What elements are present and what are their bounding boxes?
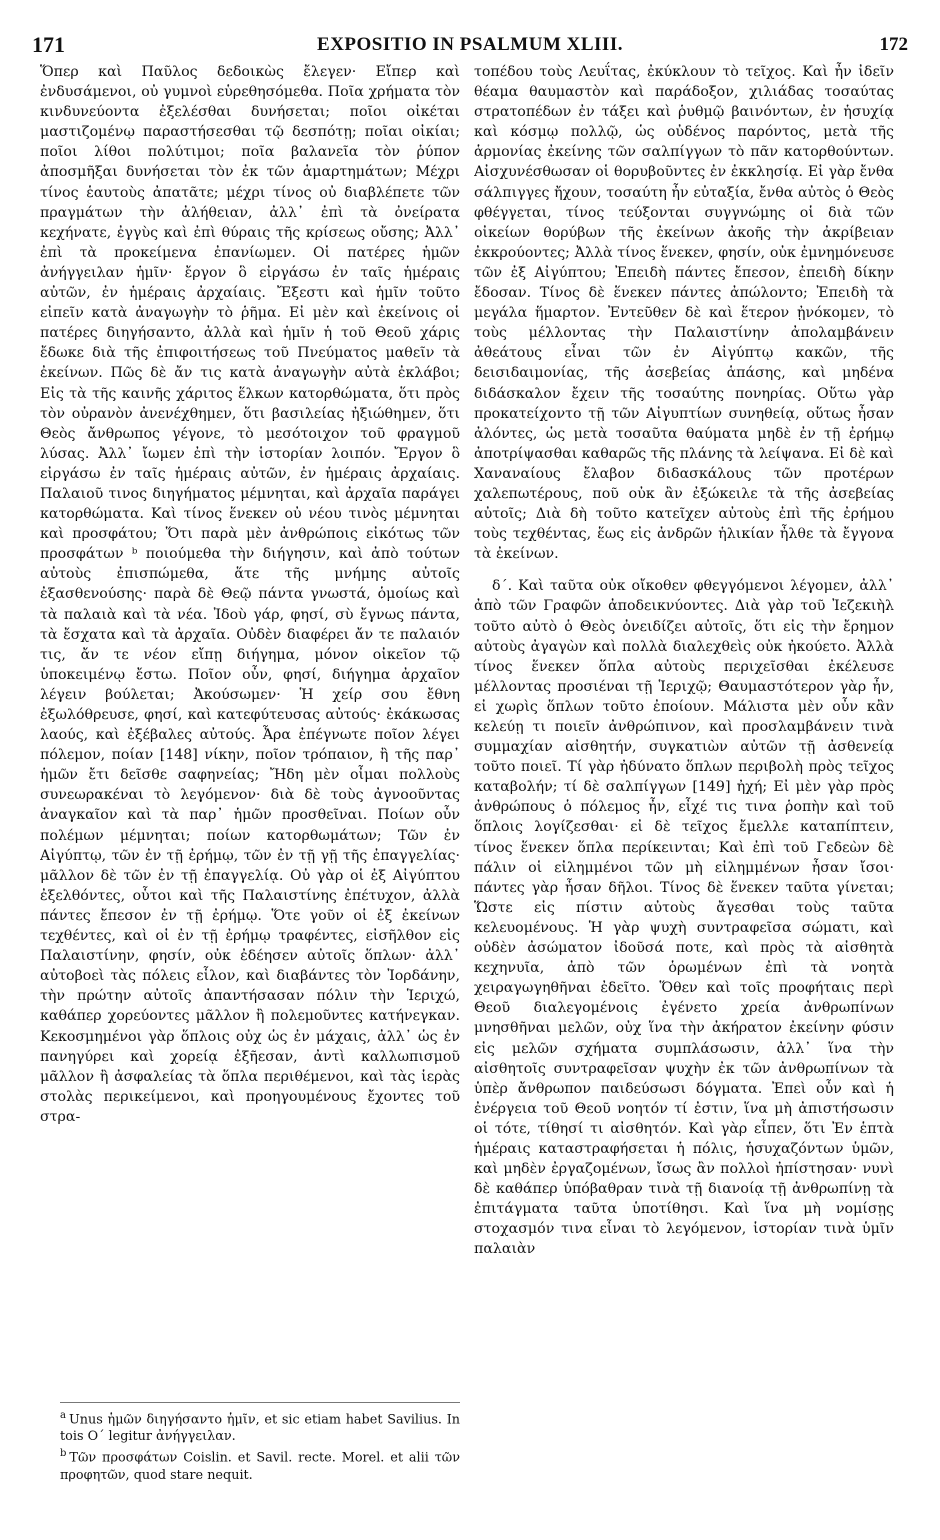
right-paragraph-1: τοπέδου τοὺς Λευΐτας, ἐκύκλουν τὸ τεῖχος. Καὶ ἦν ἰδεῖν θέαμα θαυμαστὸν καὶ παράδοξον, χιλιάδας τοσαύτας στρατοπέδων ἐν τάξει καὶ ῥυθμῷ βαινόντων, ἐν ἡσυχίᾳ καὶ κόσμῳ πολλῷ, ὡς οὐδένος παρόντος, μετὰ τῆς ἁρμονίας ἐκείνης τῶν σαλπίγγων τὸ πᾶν κατορθούντων. Αἰσχυνέσθωσαν οἱ θορυβοῦντες ἐν ἐκκλησίᾳ. Εἰ γὰρ ἔνθα σάλπιγγες ἤχουν, τοσαύτη ἦν εὐταξία, ἔνθα αὐτὸς ὁ Θεὸς φθέγγεται, τίνος τεύξονται συγγνώμης οἱ διὰ τῶν οἰκείων θορύβων τῆς ἐκείνων ἀκοῆς τὴν ἀκρίβειαν ἐκκρούοντες; Ἀλλὰ τίνος ἕνεκεν, φησίν, οὐκ ἐμνημόνευσε τῶν ἐξ Αἰγύπτου; Ἐπειδὴ πάντες ἔπεσον, ἐπειδὴ δίκην ἔδοσαν. Τίνος δὲ ἕνεκεν πάντες ἀπώλοντο; Ἐπειδὴ τὰ μεγάλα ἥμαρτον. Ἐντεῦθεν δὲ καὶ ἕτερον ᾐνόκομεν, τὸ τοὺς μέλλοντας τὴν Παλαιστίνην ἀπολαμβάνειν ἀθεάτους εἶναι τῶν ἐν Αἰγύπτῳ κακῶν, τῆς δεισιδαιμονίας, τῆς ἀσεβείας ἁπάσης, καὶ μηδένα διδάσκαλον ἔχειν τῆς τοσαύτης πονηρίας. Οὕτω γὰρ προκατείχοντο τῇ τῶν Αἰγυπτίων συνηθείᾳ, οὕτως ἦσαν ἀλόντες, ὡς μετὰ τοσαῦτα θαύματα μηδὲ ἐν τῇ ἐρήμῳ ἀποτρίψασθαι καθαρῶς τῆς πλάνης τὰ λείψανα. Εἰ δὲ καὶ Χαναναίους ἔλαβον διδασκάλους τῶν προτέρων χαλεπωτέρους, ποῦ οὐκ ἂν ἐξώκειλε τὰ τῆς ἀσεβείας αὐτοῖς; Διὰ δὴ τοῦτο κατεῖχεν αὐτοὺς ἐπὶ τῆς ἐρήμου τοὺς τεχθέντας, ἕως εἰς ἀνδρῶν ἡλικίαν ἦλθε τὰ ἔγγονα τὰ ἐκείνων. [474, 64, 894, 563]
page-header [32, 32, 908, 58]
left-column [40, 62, 460, 1392]
page-number-right: 172 [879, 34, 908, 55]
footnote-b [60, 1445, 460, 1483]
right-column [474, 62, 894, 1522]
footnote-mark-a: a [60, 1410, 66, 1421]
page-number-left: 171 [32, 32, 65, 57]
footnote-a-text: Unus ἡμῶν διηγήσαντο ἡμῖν, et sic etiam habet Savilius. In tois Ο΄ legitur ἀνήγγειλαν. [60, 1412, 460, 1445]
left-column-text: Ὅπερ καὶ Παῦλος δεδοικὼς ἔλεγεν· Εἴπερ καὶ ἐνδυσάμενοι, οὐ γυμνοὶ εὑρεθησόμεθα. Ποῖα χρήματα τὸν κινδυνεύοντα ἐξελέσθαι δυνήσεται; ποῖοι οἰκέται μαστιζομένῳ παραστήσεσθαι τῷ δεσπότῃ; ποῖαι οἰκίαι; ποῖοι λίθοι πολύτιμοι; ποῖα βαλανεῖα τὸν ῥύπον ἀποσμῆξαι δυνήσεται τὸν ἐκ τῶν ἁμαρτημάτων; Μέχρι τίνος ἑαυτοὺς ἀπατᾶτε; μέχρι τίνος οὐ διαβλέπετε τῶν πραγμάτων τὴν ἀλήθειαν, ἀλλ᾽ ἐπὶ τὰ ὀνείρατα κεχήνατε, ἐγγὺς καὶ ἐπὶ θύραις τῆς κρίσεως οὔσης; Ἀλλ᾽ ἐπὶ τὰ προκείμενα ἐπανίωμεν. Οἱ πατέρες ἡμῶν ἀνήγγειλαν ἡμῖν· ἔργον ὃ εἰργάσω ἐν ταῖς ἡμέραις αὐτῶν, ἐν ἡμέραις ἀρχαίαις. Ἔξεστι καὶ ἡμῖν τοῦτο εἰπεῖν κατὰ ἀναγωγὴν τὸ ῥῆμα. Εἰ μὲν καὶ ἐκείνοις οἱ πατέρες διηγήσαντο, ἀλλὰ καὶ ἡμῖν ἡ τοῦ Θεοῦ χάρις ἔδωκε διὰ τῆς ἐπιφοιτήσεως τοῦ Πνεύματος μαθεῖν τὰ ἐκείνων. Πῶς δὲ ἄν τις κατὰ ἀναγωγὴν αὐτὰ ἐκλάβοι; Εἰς τὰ τῆς καινῆς χάριτος ἕλκων κατορθώματα, ὅτι πρὸς τὸν οὐρανὸν ἀνενέχθημεν, ὅτι βασιλείας ἠξιώθημεν, ὅτι Θεὸς ἄνθρωπος γέγονε, τὸ μεσότοιχον τοῦ φραγμοῦ λύσας. Ἀλλ᾽ ἴωμεν ἐπὶ τὴν ἱστορίαν λοιπόν. Ἔργον ὃ εἰργάσω ἐν ταῖς ἡμέραις αὐτῶν, ἐν ἡμέραις ἀρχαίαις. Παλαιοῦ τινος διηγήματος μέμνηται, καὶ ἀρχαῖα παράγει κατορθώματα. Καὶ τίνος ἕνεκεν οὐ νέου τινὸς μέμνηται καὶ προσφάτου; Ὅτι παρὰ μὲν ἀνθρώποις εἰκότως τῶν προσφάτων ᵇ ποιούμεθα τὴν διήγησιν, καὶ ἀπὸ τούτων αὐτοὺς ἐπισπώμεθα, ἅτε τῆς μνήμης αὐτοῖς ἐξασθενούσης· παρὰ δὲ Θεῷ πάντα γνωστά, ὁμοίως καὶ τὰ παλαιὰ καὶ τὰ νέα. Ἰδοὺ γάρ, φησί, σὺ ἔγνως πάντα, τὰ ἔσχατα καὶ τὰ ἀρχαῖα. Οὐδὲν διαφέρει ἄν τε παλαιόν τις, ἄν τε νέον εἴπῃ διήγημα, μόνον οἰκεῖον τῷ ὑποκειμένῳ ἔστω. Ποῖον οὖν, φησί, διήγημα ἀρχαῖον λέγειν βούλεται; Ἀκούσωμεν· Ἡ χείρ σου ἔθνη ἐξωλόθρευσε, φησί, καὶ κατεφύτευσας αὐτούς· ἐκάκωσας λαούς, καὶ ἐξέβαλες αὐτούς. Ἆρα ἐπέγνωτε ποῖον λέγει πόλεμον, ποίαν [148] νίκην, ποῖον τρόπαιον, ἢ τῆς παρ᾽ ἡμῶν ἔτι δεῖσθε σαφηνείας; Ἤδη μὲν οἶμαι πολλοὺς συνεωρακέναι τὸ λεγόμενον· διὰ δὲ τοὺς ἀγνοοῦντας ἀναγκαῖον καὶ τὰ παρ᾽ ἡμῶν προσθεῖναι. Ποίων οὖν πολέμων μέμνηται; ποίων κατορθωμάτων; Τῶν ἐν Αἰγύπτῳ, τῶν ἐν τῇ ἐρήμῳ, τῶν ἐν τῇ γῇ τῆς ἐπαγγελίας· μᾶλλον δὲ τῶν ἐν τῇ ἐπαγγελίᾳ. Οὐ γὰρ οἱ ἐξ Αἰγύπτου ἐξελθόντες, οὗτοι καὶ τῆς Παλαιστίνης ἐπέτυχον, ἀλλὰ πάντες ἔπεσον ἐν τῇ ἐρήμῳ. Ὅτε γοῦν οἱ ἐξ ἐκείνων τεχθέντες, καὶ οἱ ἐν τῇ ἐρήμῳ τραφέντες, εἰσῆλθον εἰς Παλαιστίνην, φησίν, οὐκ ἐδέησεν αὐτοῖς ὅπλων· ἀλλ᾽ αὐτοβοεὶ τὰς πόλεις εἷλον, καὶ διαβάντες τὸν Ἰορδάνην, τὴν πρώτην αὐτοῖς ἀπαντήσασαν πόλιν τὴν Ἱεριχώ, καθάπερ χορεύοντες μᾶλλον ἢ πολεμοῦντες κατήνεγκαν. Κεκοσμημένοι γὰρ ὅπλοις οὐχ ὡς ἐν μάχαις, ἀλλ᾽ ὡς ἐν πανηγύρει καὶ χορείᾳ ἐξῆεσαν, ἀντὶ καλλωπισμοῦ μᾶλλον ἢ ἀσφαλείας τὰ ὅπλα περιθέμενοι, καὶ τὰς ἱερὰς στολὰς περικείμενοι, καὶ προηγουμένους ἔχοντες τοῦ στρα- [40, 64, 460, 1125]
footnote-b-text: Τῶν προσφάτων Coislin. et Savil. recte. Morel. et alii τῶν προφητῶν, quod stare nequit. [60, 1450, 460, 1483]
footnote-mark-b: b [60, 1448, 67, 1460]
footnotes [60, 1402, 460, 1484]
footnote-a [60, 1407, 460, 1445]
running-title: EXPOSITIO IN PSALMUM XLIII. [317, 34, 623, 55]
right-paragraph-2: δ΄. Καὶ ταῦτα οὐκ οἴκοθεν φθεγγόμενοι λέγομεν, ἀλλ᾽ ἀπὸ τῶν Γραφῶν ἀποδεικνύοντες. Διὰ γὰρ τοῦ Ἰεζεκιὴλ τοῦτο αὐτὸ ὁ Θεὸς ὀνειδίζει αὐτοῖς, ὅτι εἰς τὴν ἔρημον αὐτοὺς ἀγαγὼν καὶ πολλὰ διαλεχθεὶς οὐκ ἠκούετο. Ἀλλὰ τίνος ἕνεκεν ὅπλα αὐτοὺς περιχεῖσθαι ἐκέλευσε μέλλοντας προσιέναι τῇ Ἱεριχῷ; Θαυμαστότερον γὰρ ἦν, εἰ χωρὶς ὅπλων τοῦτο ἐποίουν. Μάλιστα μὲν οὖν κἂν κελεύῃ τι ποιεῖν ἀνθρώπινον, καὶ προσλαμβάνειν τινὰ συμμαχίαν αἰσθητήν, συγκατιὼν αὐτῶν τῇ ἀσθενείᾳ τοῦτο ποιεῖ. Τί γὰρ ἠδύνατο ὅπλων περιβολὴ πρὸς τεῖχος καταβολήν; τί δὲ σαλπίγγων [149] ἠχή; Εἰ μὲν γὰρ πρὸς ἀνθρώπους ὁ πόλεμος ἦν, εἶχέ τις τινα ῥοπὴν καὶ τοῦ ὅπλοις λογίζεσθαι· εἰ δὲ τεῖχος ἔμελλε καταπίπτειν, τίνος ἕνεκεν ὅπλα περίκεινται; Καὶ ἐπὶ τοῦ Γεδεὼν δὲ πάλιν οἱ εἰλημμένοι τῶν μὴ εἰλημμένων ἦσαν ἴσοι· πάντες γὰρ ἦσαν δῆλοι. Τίνος δὲ ἕνεκεν ταῦτα γίνεται; Ὥστε εἰς πίστιν αὐτοὺς ἄγεσθαι τοὺς ταῦτα κελευομένους. Ἡ γὰρ ψυχὴ συντραφεῖσα σώματι, καὶ οὐδὲν ἀσώματον ἰδοῦσά ποτε, καὶ πρὸς τὰ αἰσθητὰ κεχηνυῖα, ἀπὸ τῶν ὁρωμένων ἐπὶ τὰ νοητὰ χειραγωγηθῆναι ἐδεῖτο. Ὅθεν καὶ τοῖς προφήταις περὶ Θεοῦ διαλεγομένοις ἐγένετο χρεία ἀνθρωπίνων μνησθῆναι μελῶν, οὐχ ἵνα τὴν ἀκήρατον ἐκείνην φύσιν εἰς μελῶν σχήματα συμπλάσωσιν, ἀλλ᾽ ἵνα τὴν αἰσθητοῖς συντραφεῖσαν ψυχὴν ἐκ τῶν ἀνθρωπίνων τὰ ὑπὲρ ἄνθρωπον παιδεύσωσι δόγματα. Ἐπεὶ οὖν καὶ ἡ ἐνέργεια τοῦ Θεοῦ νοητόν τί ἐστιν, ἵνα μὴ ἀπιστήσωσιν οἱ τότε, τίθησί τι αἰσθητόν. Καὶ γὰρ εἶπεν, ὅτι Ἐν ἑπτὰ ἡμέραις καταστραφήσεται ἡ πόλις, ἡσυχαζόντων ὑμῶν, καὶ μηδὲν ἐργαζομένων, ἴσως ἂν πολλοὶ ἠπίστησαν· νυνὶ δὲ καθάπερ ὑπόβαθραν τινὰ τῇ διανοίᾳ τῇ ἀνθρωπίνῃ τὰ ἐπιτάγματα ταῦτα ὑποτίθησι. Καὶ ἵνα μὴ νομίσῃς στοχασμόν τινα εἶναι τὸ λεγόμενον, ἱστορίαν τινὰ ὑμῖν παλαιὰν [474, 578, 894, 1258]
